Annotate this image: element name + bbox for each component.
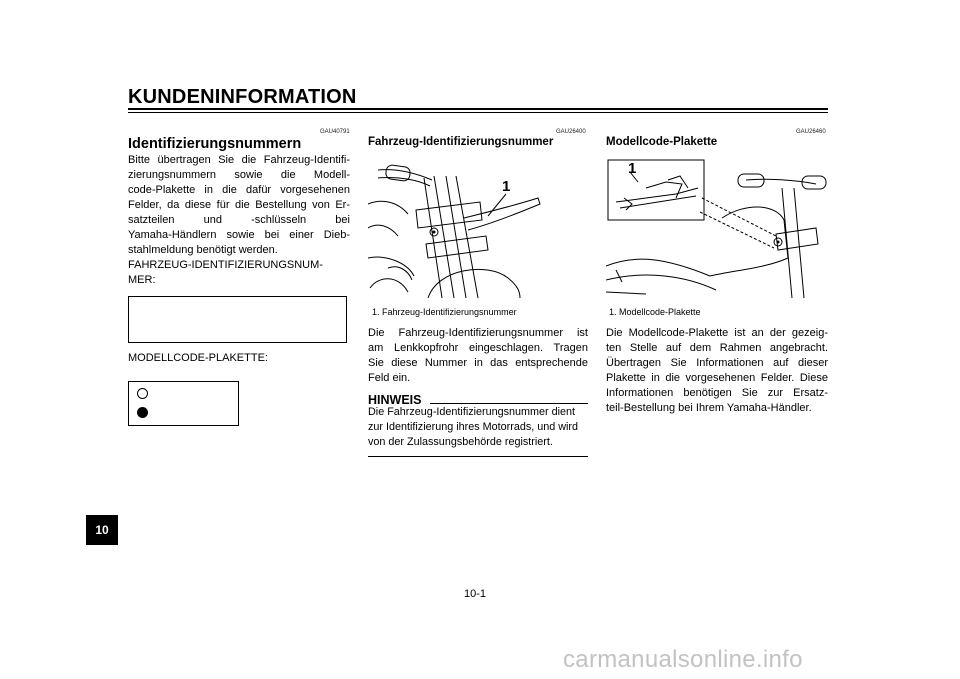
paragraph-line: Die Fahrzeug-Identifizierungsnummer ist [368, 327, 588, 339]
section-heading: Fahrzeug-Identifizierungsnummer [368, 136, 554, 148]
watermark-text: carmanualsonline.info [563, 646, 803, 673]
paragraph-line: teil-Bestellung bei Ihrem Yamaha-Händler. [606, 402, 812, 414]
paragraph-line: satzteilen und -schlüsseln bei [128, 214, 350, 226]
page-title: KUNDENINFORMATION [128, 86, 357, 108]
callout-number: 1 [502, 178, 511, 195]
section-code: GAU26460 [796, 129, 826, 135]
paragraph-line: Übertragen Sie Informationen auf dieser [606, 357, 828, 369]
paragraph-line: Sie diese Nummer in das entsprechende [368, 357, 588, 369]
model-code-label: MODELLCODE-PLAKETTE: [128, 352, 268, 364]
vin-paragraph [368, 326, 588, 386]
paragraph-line: zierungsnummern sowie die Modell- [128, 169, 350, 181]
note-line: zur Identifizierung ihres Motorrads, und wird [368, 421, 579, 433]
section-heading: Identifizierungsnummern [128, 136, 302, 152]
note-line: von der Zulassungsbehörde registriert. [368, 436, 553, 448]
paragraph-line: ten Stelle auf dem Rahmen angebracht. [606, 342, 828, 354]
callout-number: 1 [628, 160, 637, 177]
section-code: GAU40791 [320, 129, 350, 135]
note-rule [430, 403, 588, 404]
paragraph-line: Informationen benötigen Sie zur Ersatz- [606, 387, 828, 399]
section-code: GAU26400 [556, 129, 586, 135]
frame-vin-illustration [368, 158, 590, 298]
paragraph-line: Die Modellcode-Plakette ist an der gezeig- [606, 327, 828, 339]
title-rule [128, 108, 828, 110]
note-text [368, 405, 590, 450]
paragraph-line: stahlmeldung benötigt werden. [128, 244, 278, 256]
note-line: Die Fahrzeug-Identifizierungsnummer dient [368, 406, 576, 418]
intro-paragraph [128, 153, 350, 288]
section-heading: Modellcode-Plakette [606, 136, 718, 148]
paragraph-line: Felder, da diese für die Bestellung von Er- [128, 199, 350, 211]
chapter-tab: 10 [86, 515, 118, 545]
page-number: 10-1 [464, 588, 487, 600]
figure-caption: 1. Modellcode-Plakette [609, 307, 701, 317]
model-code-illustration [606, 158, 830, 298]
paragraph-line: Bitte übertragen Sie die Fahrzeug-Identifi- [128, 154, 350, 166]
paragraph-line: Feld ein. [368, 372, 411, 384]
paragraph-line: Plakette in die vorgesehenen Felder. Diese [606, 372, 828, 384]
paragraph-line: am Lenkkopfrohr eingeschlagen. Tragen [368, 342, 588, 354]
figure-caption: 1. Fahrzeug-Identifizierungsnummer [372, 307, 517, 317]
vin-label: MER: [128, 274, 156, 286]
model-code-paragraph [606, 326, 828, 416]
paragraph-line: code-Plakette in die dafür vorgesehenen [128, 184, 350, 196]
filled-circle-icon [137, 407, 148, 418]
vin-label: FAHRZEUG-IDENTIFIZIERUNGSNUM- [128, 259, 323, 271]
empty-circle-icon [137, 388, 148, 399]
note-end-rule [368, 456, 588, 457]
paragraph-line: Yamaha-Händlern sowie bei einer Dieb- [128, 229, 350, 241]
vin-entry-box [128, 296, 347, 343]
note-title: HINWEIS [368, 393, 422, 407]
title-rule-thin [128, 112, 828, 113]
model-code-entry-box [128, 381, 239, 426]
